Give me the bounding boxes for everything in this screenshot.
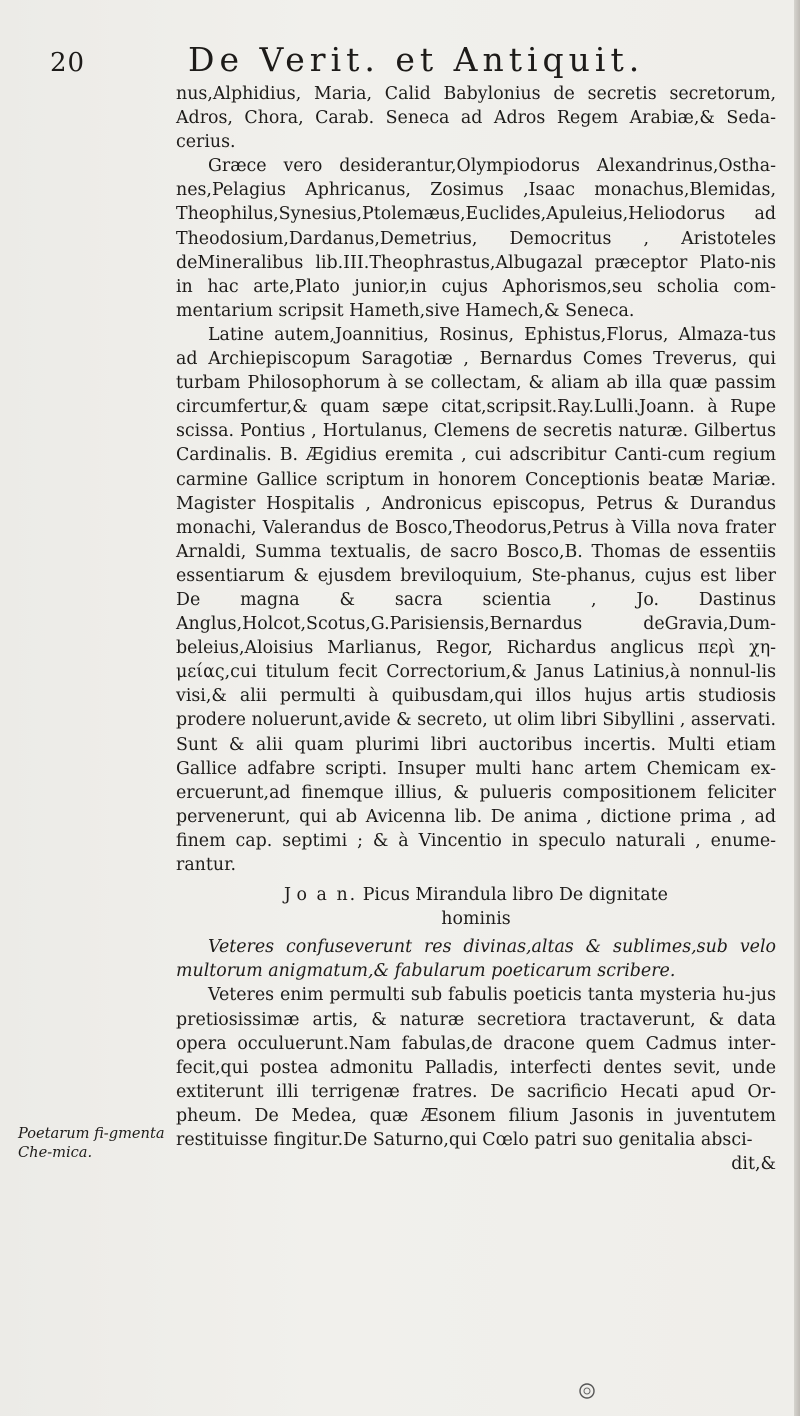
quotation-heading-line-2: hominis xyxy=(441,909,511,930)
italic-quotation: Veteres confuseverunt res divinas,altas & sublimes,sub velo multorum anigmatum,& fabularum poeticarum scribere. xyxy=(176,937,776,982)
catchword: dit,& xyxy=(731,1154,776,1175)
heading-initial: J xyxy=(284,885,292,906)
heading-small-caps: o a n. xyxy=(296,885,358,906)
paragraph-greek-authors: Græce vero desiderantur,Olympiodorus Alexandrinus,Ostha-nes,Pelagius Aphricanus, Zosimus ,Isaac monachus,Blemidas, Theophilus,Synesius,Ptolemæus,Euclides,Apuleius,Heliodorus ad Theodosium,Dardanus,Demetrius, Democritus , Aristoteles deMineralibus lib.III.Theophrastus,Albugazal præceptor Plato-nis in hac arte,Plato junior,in cujus Aphorismos,seu scholia com-mentarium scripsit Hameth,sive Hamech,& Seneca. xyxy=(176,156,776,321)
page-number: 20 xyxy=(50,48,86,78)
paragraph-poetic-fables: Veteres enim permulti sub fabulis poeticis tanta mysteria hu-jus pretiosissimæ artis, & naturæ secretiora tractaverunt, & data opera occuluerunt.Nam fabulas,de dracone quem Cadmus inter-fecit,qui postea admonitu Palladis, interfecti dentes sevit, unde extiterunt illi terrigenæ fratres. De sacrificio Hecati apud Or-pheum. De Medea, quæ Æsonem filium Jasonis in juventutem restituisse fingitur.De Saturno,qui Cœlo patri suo genitalia absci- xyxy=(176,985,776,1151)
running-head xyxy=(40,40,780,84)
main-text xyxy=(176,82,776,1176)
paragraph-alchemists-list: nus,Alphidius, Maria, Calid Babylonius de secretis secretorum, Adros, Chora, Carab. Seneca ad Adros Regem Arabiæ,& Seda-cerius. xyxy=(176,84,776,153)
marginal-note: Poetarum fi-gmenta Che-mica. xyxy=(18,1125,165,1161)
running-title: De Verit. et Antiquit. xyxy=(188,40,645,79)
quotation-heading-line-1 xyxy=(176,883,776,907)
stamp-mark-icon xyxy=(578,1382,596,1400)
heading-rest: Picus Mirandula libro De dignitate xyxy=(357,885,668,906)
page-spine-edge xyxy=(794,0,800,1416)
paragraph-latin-authors: Latine autem,Joannitius, Rosinus, Ephistus,Florus, Almaza-tus ad Archiepiscopum Saragotiæ , Bernardus Comes Treverus, qui turbam Philosophorum à se collectam, & aliam ab illa quæ passim circumfertur,& quam sæpe citat,scripsit.Ray.Lulli.Joann. à Rupe scissa. Pontius , Hortulanus, Clemens de secretis naturæ. Gilbertus Cardinalis. B. Ægidius eremita , cui adscribitur Canti-cum regium carmine Gallice scriptum in honorem Conceptionis beatæ Mariæ. Magister Hospitalis , Andronicus episcopus, Petrus & Durandus monachi, Valerandus de Bosco,Theodorus,Petrus à Villa nova frater Arnaldi, Summa textualis, de sacro Bosco,B. Thomas de essentiis essentiarum & ejusdem breviloquium, Ste-phanus, cujus est liber De magna & sacra scientia , Jo. Dastinus Anglus,Holcot,Scotus,G.Parisiensis,Bernardus deGravia,Dum-beleius,Aloisius Marlianus, Regor, Richardus anglicus περὶ χη-μείας,cui titulum fecit Correctorium,& Janus Latinius,à nonnul-lis visi,& alii permulti à quibusdam,qui illos hujus artis studiosis prodere noluerunt,avide & secreto, ut olim libri Sibyllini , asservati. Sunt & alii quam plurimi libri auctoribus incertis. Multi etiam Gallice adfabre scripti. Insuper multi hanc artem Chemicam ex-ercuerunt,ad finemque illius, & pulueris compositionem feliciter pervenerunt, qui ab Avicenna lib. De anima , dictione prima , ad finem cap. septimi ; & à Vincentio in speculo naturali , enume-rantur. xyxy=(176,324,776,875)
quotation-heading xyxy=(176,883,776,931)
